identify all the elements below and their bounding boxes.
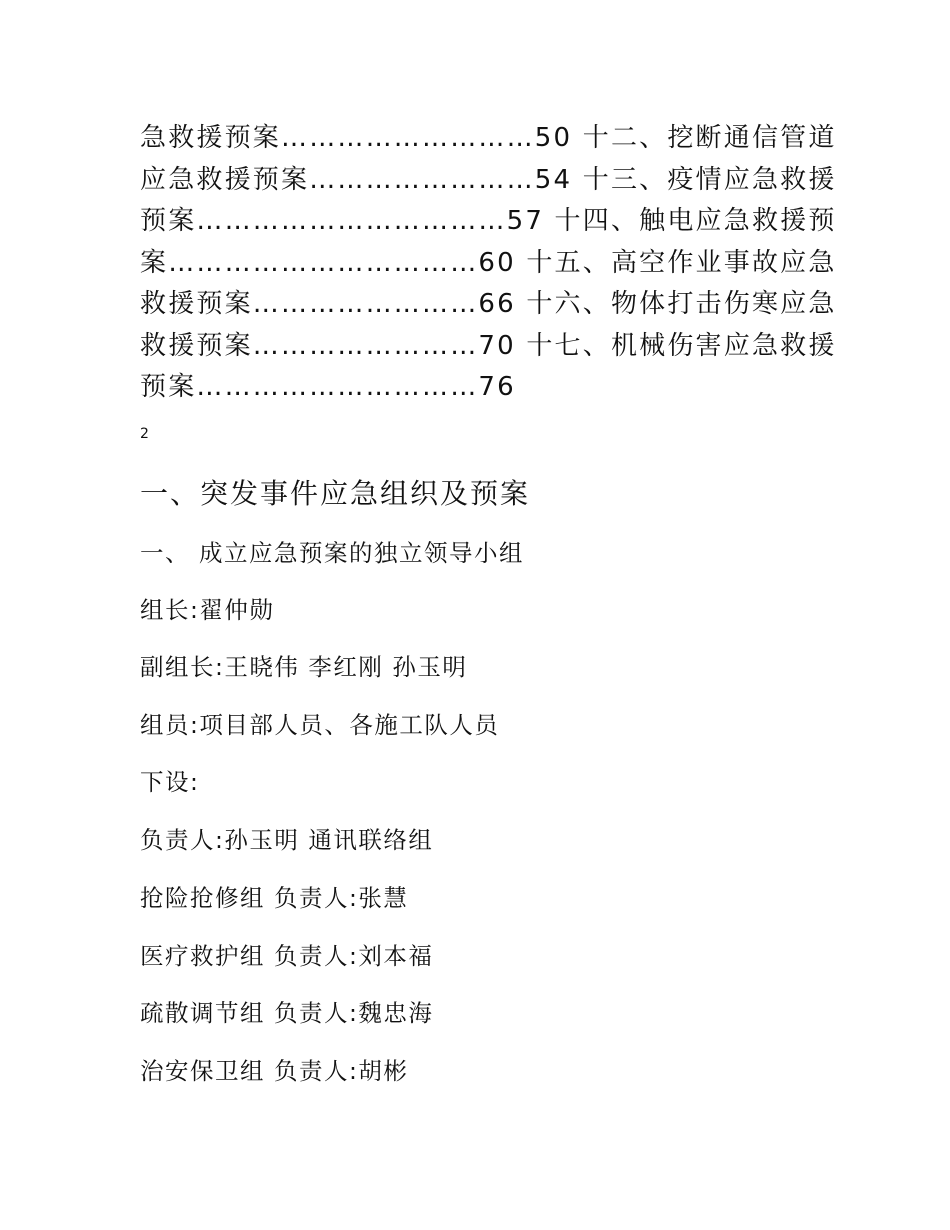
table-of-contents xyxy=(140,118,837,409)
body-line-group-leader: 组长:翟仲勋 xyxy=(140,596,275,624)
body-line-medical-group: 医疗救护组 负责人:刘本福 xyxy=(140,942,434,970)
toc-line: 救援预案……………………70 十七、机械伤害应急救援 xyxy=(140,330,837,361)
toc-line: 急救援预案………………………50 十二、挖断通信管道 xyxy=(140,123,837,153)
body-line-subgroups-intro: 下设: xyxy=(140,768,200,796)
body-line-security-group: 治安保卫组 负责人:胡彬 xyxy=(140,1057,409,1085)
body-line-rescue-repair-group: 抢险抢修组 负责人:张慧 xyxy=(140,884,409,912)
page-number: 2 xyxy=(140,426,149,442)
toc-line: 案……………………………60 十五、高空作业事故应急 xyxy=(140,247,837,278)
section-subheading: 一、 成立应急预案的独立领导小组 xyxy=(140,539,524,567)
body-line-deputy-leaders: 副组长:王晓伟 李红刚 孙玉明 xyxy=(140,653,468,681)
toc-line: 预案…………………………76 xyxy=(140,372,516,402)
body-line-members: 组员:项目部人员、各施工队人员 xyxy=(140,711,500,739)
body-line-evacuation-group: 疏散调节组 负责人:魏忠海 xyxy=(140,999,434,1027)
section-heading: 一、突发事件应急组织及预案 xyxy=(140,477,531,510)
toc-line: 应急救援预案……………………54 十三、疫情应急救援 xyxy=(140,164,837,195)
toc-line: 预案……………………………57 十四、触电应急救援预 xyxy=(140,206,837,236)
body-line-communication-group: 负责人:孙玉明 通讯联络组 xyxy=(140,826,434,854)
toc-line: 救援预案……………………66 十六、物体打击伤寒应急 xyxy=(140,289,837,319)
